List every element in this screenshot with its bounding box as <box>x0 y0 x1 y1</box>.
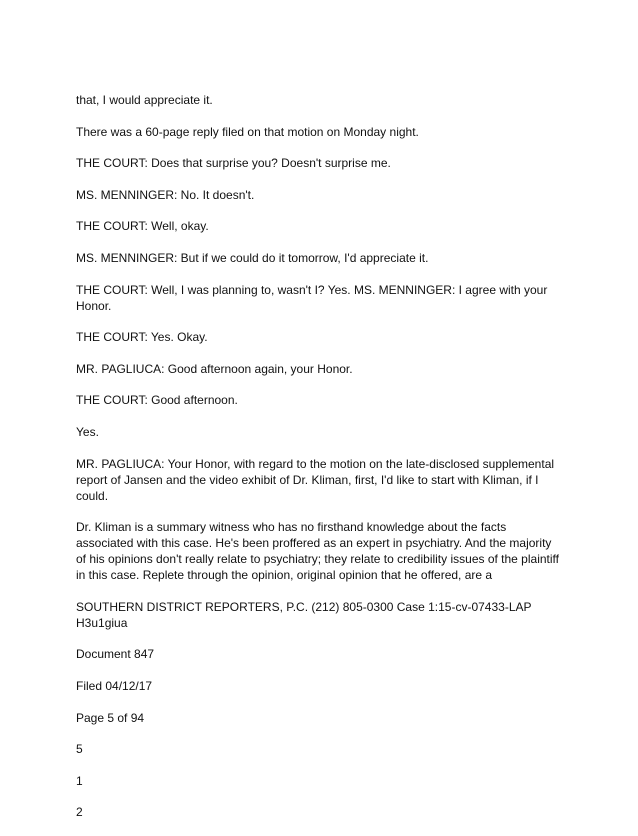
line-number: 2 <box>76 805 83 820</box>
reporter-footer: SOUTHERN DISTRICT REPORTERS, P.C. (212) 805-0300 Case 1:15-cv-07433-LAP H3u1giua <box>76 599 532 630</box>
document-page <box>76 92 562 836</box>
filed-date: Filed 04/12/17 <box>76 678 153 693</box>
transcript-line: THE COURT: Does that surprise you? Doesn't surprise me. <box>76 156 391 171</box>
document-number: Document 847 <box>76 647 155 662</box>
transcript-line: There was a 60-page reply filed on that motion on Monday night. <box>76 124 419 139</box>
transcript-line: THE COURT: Well, I was planning to, wasn't I? Yes. MS. MENNINGER: I agree with your Honor. <box>76 282 548 313</box>
line-number: 5 <box>76 742 83 757</box>
transcript-line: MS. MENNINGER: But if we could do it tomorrow, I'd appreciate it. <box>76 250 429 265</box>
transcript-paragraph: Dr. Kliman is a summary witness who has no firsthand knowledge about the facts associated with this case. He's been proffered as an expert in psychiatry. And the majority of his opinions don't really relate to psychiatry; they relate to credibility issues of the plaintiff in this case. Replete through the opinion, original opinion that he offered, are a <box>76 520 559 583</box>
transcript-line: Yes. <box>76 424 99 439</box>
transcript-paragraph: MR. PAGLIUCA: Your Honor, with regard to the motion on the late-disclosed supplemental report of Jansen and the video exhibit of Dr. Kliman, first, I'd like to start with Kliman, if I could. <box>76 456 555 503</box>
transcript-line: MR. PAGLIUCA: Good afternoon again, your Honor. <box>76 361 353 376</box>
transcript-line: MS. MENNINGER: No. It doesn't. <box>76 187 255 202</box>
transcript-line: THE COURT: Well, okay. <box>76 219 209 234</box>
line-number: 1 <box>76 773 83 788</box>
transcript-line: THE COURT: Yes. Okay. <box>76 330 208 345</box>
transcript-line: that, I would appreciate it. <box>76 93 213 107</box>
page-number: Page 5 of 94 <box>76 710 145 725</box>
transcript-line: THE COURT: Good afternoon. <box>76 393 238 408</box>
